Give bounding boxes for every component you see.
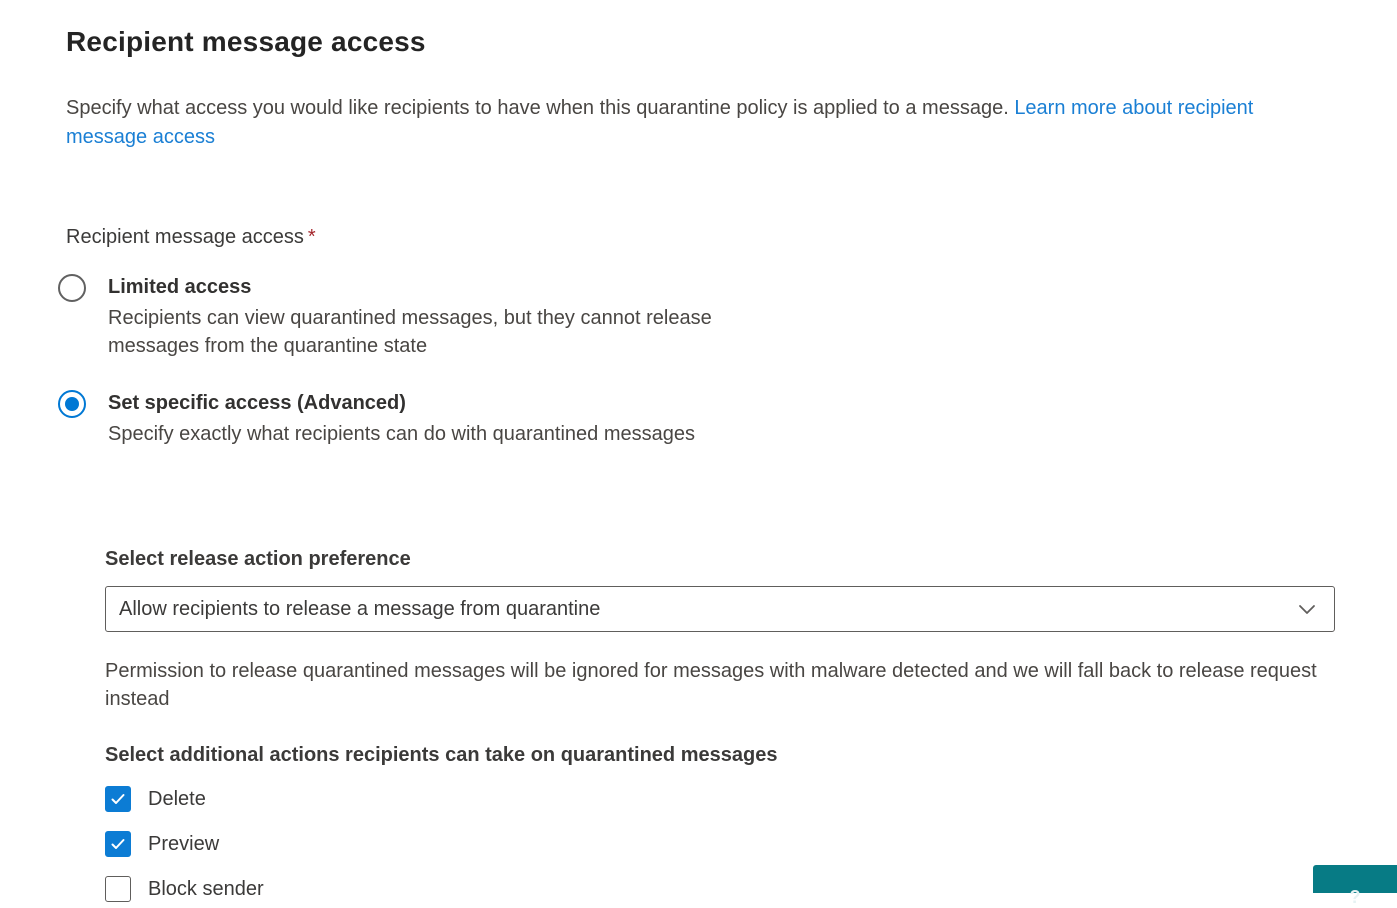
release-preference-label: Select release action preference [105,548,411,570]
checkbox-checked[interactable] [105,786,131,812]
additional-actions-checkbox-group [105,786,1335,902]
question-mark-icon: ? [1349,887,1361,907]
help-button[interactable] [1313,865,1397,907]
radio-button-unselected[interactable] [58,274,86,302]
checkbox-row-preview[interactable] [105,831,1335,857]
page-description-text: Specify what access you would like recipients to have when this quarantine policy is applied to a message. [66,97,1015,119]
radio-description-set-specific-access: Specify exactly what recipients can do with quarantined messages [108,423,695,445]
checkbox-unchecked[interactable] [105,876,131,902]
checkbox-label-block-sender[interactable]: Block sender [148,877,264,900]
release-preference-dropdown[interactable] [105,586,1335,632]
page-title: Recipient message access [66,26,426,57]
radio-option-limited-access[interactable] [58,273,1335,360]
chevron-down-icon [1296,598,1318,620]
check-icon [109,790,127,808]
radio-label-limited-access[interactable]: Limited access [108,276,252,298]
radio-label-set-specific-access[interactable]: Set specific access (Advanced) [108,392,406,414]
radio-option-set-specific-access[interactable] [58,389,1335,448]
recipient-access-field-label-text: Recipient message access [66,226,304,248]
radio-button-selected[interactable] [58,390,86,418]
release-preference-note: Permission to release quarantined messages will be ignored for messages with malware detected and we will fall back to release request instead [105,660,1317,710]
radio-option-texts [108,273,768,360]
additional-actions-label: Select additional actions recipients can take on quarantined messages [105,744,778,766]
checkbox-row-block-sender[interactable] [105,876,1335,902]
radio-option-texts [108,389,695,448]
recipient-access-field-label [66,226,1335,249]
checkbox-label-delete[interactable]: Delete [148,787,206,810]
check-icon [109,835,127,853]
release-preference-selected-value: Allow recipients to release a message from quarantine [119,597,601,620]
advanced-access-section [105,548,1335,902]
checkbox-checked[interactable] [105,831,131,857]
checkbox-label-preview[interactable]: Preview [148,832,220,855]
radio-description-limited-access: Recipients can view quarantined messages, but they cannot release messages from the quarantine state [108,307,712,357]
recipient-access-radio-group [66,273,1335,448]
learn-more-link[interactable]: Learn more about recipient message access [66,97,1254,148]
required-asterisk: * [307,226,316,248]
checkbox-row-delete[interactable] [105,786,1335,812]
page-description [66,94,1335,152]
